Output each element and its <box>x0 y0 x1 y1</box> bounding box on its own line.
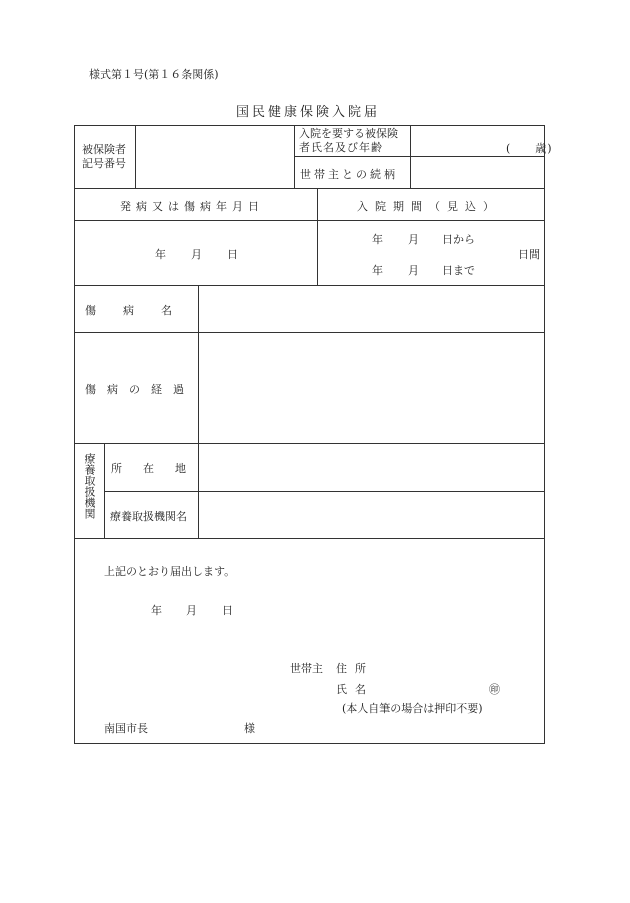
insured-number-field[interactable] <box>136 126 293 187</box>
period-from-month: 月 <box>408 233 419 246</box>
col-divider <box>294 125 295 188</box>
submit-day: 日 <box>222 604 233 617</box>
declaration-text: 上記のとおり届出します。 <box>104 565 236 578</box>
onset-date-label: 発病又は傷病年月日 <box>120 200 264 213</box>
facility-group-label: 療養取扱機関 <box>83 453 96 519</box>
seal-note: (本人自筆の場合は押印不要) <box>342 702 483 715</box>
household-head-label: 世帯主 <box>290 662 323 675</box>
onset-year: 年 <box>155 248 166 261</box>
address-field[interactable] <box>380 656 520 674</box>
row-divider <box>74 220 545 221</box>
col-divider <box>317 188 318 285</box>
name-field[interactable] <box>380 677 480 695</box>
period-to-month: 月 <box>408 264 419 277</box>
honorific: 様 <box>244 722 255 735</box>
age-suffix: ( 歳) <box>506 142 553 155</box>
facility-name-label: 療養取扱機関名 <box>110 510 187 523</box>
injury-course-label: 傷病の経過 <box>85 383 195 396</box>
facility-location-field[interactable] <box>199 444 544 490</box>
row-divider <box>74 188 545 189</box>
onset-month: 月 <box>191 248 202 261</box>
form-number: 様式第１号(第１６条関係) <box>89 68 219 81</box>
submit-year: 年 <box>151 604 162 617</box>
days-label: 日間 <box>518 248 540 261</box>
admission-person-label: 入院を要する被保険 者氏名及び年齢 <box>299 127 398 154</box>
onset-day: 日 <box>227 248 238 261</box>
address-label: 住所 <box>336 662 374 675</box>
insured-number-label: 被保険者 記号番号 <box>82 143 126 170</box>
injury-name-field[interactable] <box>199 286 544 331</box>
name-label: 氏名 <box>336 683 374 696</box>
facility-location-label: 所在地 <box>111 462 207 475</box>
seal-mark: ㊞ <box>489 683 500 696</box>
period-to-year: 年 <box>372 264 383 277</box>
relation-label: 世帯主との続柄 <box>300 168 398 181</box>
period-to-day: 日まで <box>442 264 475 277</box>
admission-period-label: 入院期間（見込） <box>357 200 501 213</box>
submit-month: 月 <box>186 604 197 617</box>
injury-name-label: 傷病名 <box>85 304 199 317</box>
col-divider <box>104 443 105 538</box>
relation-field[interactable] <box>411 157 544 187</box>
row-divider <box>74 538 545 539</box>
addressee: 南国市長 <box>104 722 148 735</box>
facility-name-field[interactable] <box>199 492 544 537</box>
period-from-day: 日から <box>442 233 475 246</box>
period-from-year: 年 <box>372 233 383 246</box>
form-title: 国民健康保険入院届 <box>236 105 381 120</box>
injury-course-field[interactable] <box>199 333 544 442</box>
